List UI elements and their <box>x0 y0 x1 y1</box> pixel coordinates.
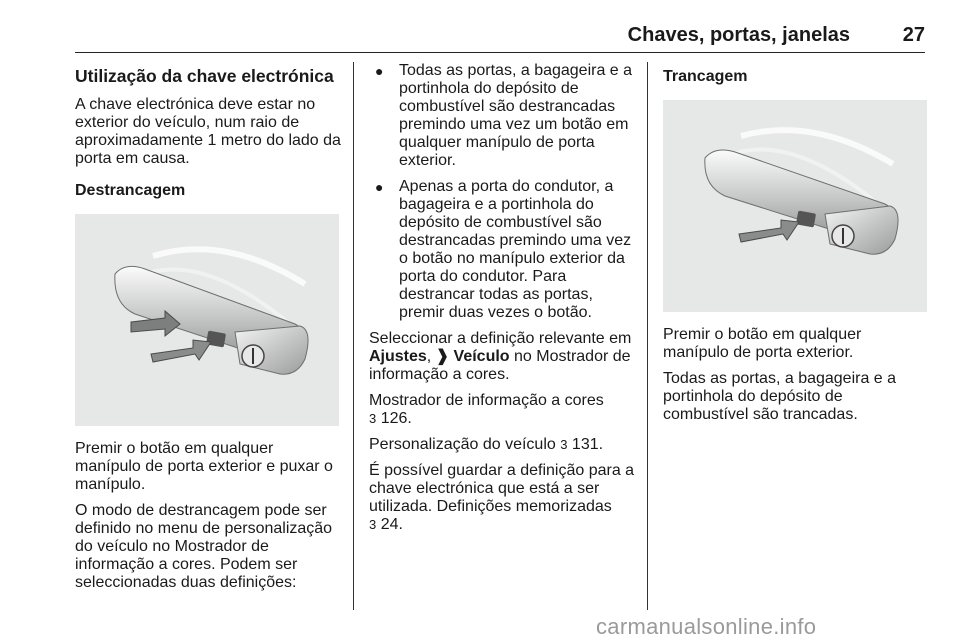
lock-result-paragraph: Todas as portas, a bagageira e a portinhola do depósito de combustível são trancadas. <box>663 370 897 423</box>
bullet-icon: ● <box>375 179 384 195</box>
unlock-options-list <box>369 62 637 322</box>
section-heading: Utilização da chave electrónica <box>75 66 334 86</box>
list-item: ● Todas as portas, a bagageira e a portinhola do depósito de combustível são destrancadas premindo uma vez um botão em qualquer manípulo de porta exterior. <box>375 62 633 169</box>
unlock-door-handle-illustration <box>75 214 339 426</box>
column-2 <box>369 62 637 542</box>
store-setting-paragraph: É possível guardar a definição para a chave electrónica que está a ser utilizada. Definições memorizadas 3 24. <box>369 462 635 533</box>
column-3 <box>663 62 931 432</box>
vehicle-menu-label: Veículo <box>453 348 510 365</box>
select-setting-paragraph: Seleccionar a definição relevante em Ajustes, ❱ Veículo no Mostrador de informação a cores. <box>369 330 632 383</box>
page-ref-arrow-icon: 3 <box>369 517 377 532</box>
intro-paragraph: A chave electrónica deve estar no exterior do veículo, num raio de aproximadamente 1 metro do lado da porta em causa. <box>75 96 341 167</box>
page-ref-arrow-icon: 3 <box>560 437 568 452</box>
lock-subheading: Trancagem <box>663 68 748 85</box>
column-divider <box>353 62 354 610</box>
page-header <box>75 0 925 53</box>
settings-menu-label: Ajustes <box>369 348 427 365</box>
list-item: ● Apenas a porta do condutor, a bagageira e a portinhola do depósito de combustível são destrancadas premindo uma vez o botão no manípulo exterior da porta do condutor. Para destrancar todas as portas, premir duas vezes o botão. <box>375 178 632 321</box>
watermark: carmanualsonline.info <box>596 614 817 639</box>
reference-personalisation: Personalização do veículo 3 131. <box>369 436 604 453</box>
column-divider <box>647 62 648 610</box>
column-1 <box>75 62 343 600</box>
lock-caption: Premir o botão em qualquer manípulo de porta exterior. <box>663 326 862 361</box>
page-ref-arrow-icon: 3 <box>369 411 377 426</box>
unlock-mode-paragraph: O modo de destrancagem pode ser definido no menu de personalização do veículo no Mostrador de informação a cores. Podem ser seleccionadas duas definições: <box>75 502 333 591</box>
page-number: 27 <box>902 24 925 46</box>
section-title: Chaves, portas, janelas <box>627 24 850 46</box>
unlock-caption: Premir o botão em qualquer manípulo de porta exterior e puxar o manípulo. <box>75 440 333 493</box>
reference-colour-display: Mostrador de informação a cores 3 126. <box>369 392 604 427</box>
vehicle-icon: ❱ <box>435 348 450 365</box>
unlock-subheading: Destrancagem <box>75 182 186 199</box>
bullet-icon: ● <box>375 63 384 79</box>
lock-door-handle-illustration <box>663 100 927 312</box>
